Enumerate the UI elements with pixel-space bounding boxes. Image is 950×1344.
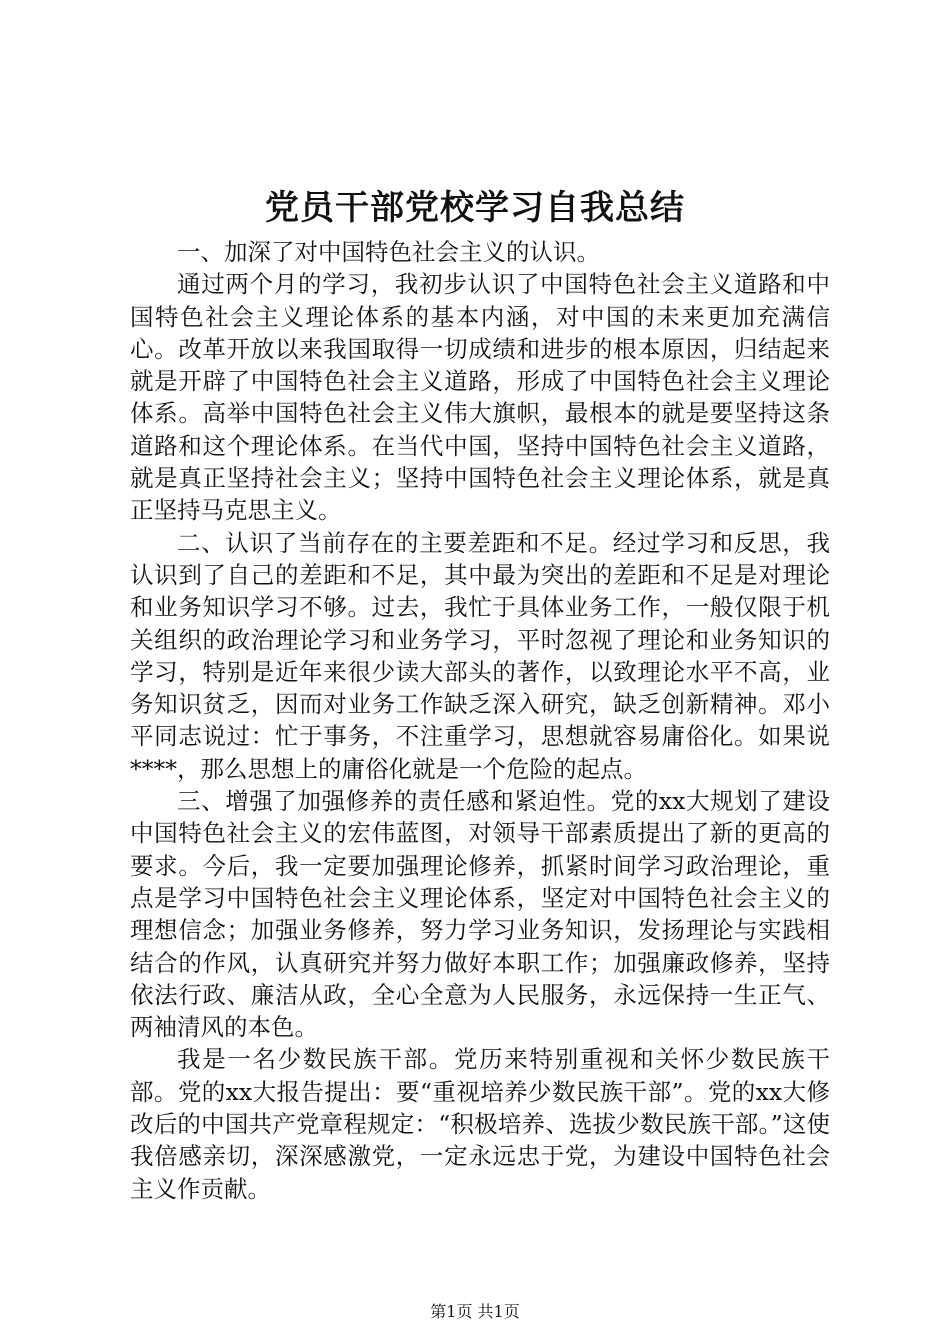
document-body [130,236,830,1205]
paragraph-2: 二、认识了当前存在的主要差距和不足。经过学习和反思，我认识到了自己的差距和不足，其中最为突出的差距和不足是对理论和业务知识学习不够。过去，我忙于具体业务工作，一般仅限于机关组织的政治理论学习和业务学习，平时忽视了理论和业务知识的学习，特别是近年来很少读大部头的著作，以致理论水平不高，业务知识贫乏，因而对业务工作缺乏深入研究，缺乏创新精神。邓小平同志说过：忙于事务，不注重学习，思想就容易庸俗化。如果说****，那么思想上的庸俗化就是一个危险的起点。 [130,528,830,783]
page-number-footer: 第1页 共1页 [430,1302,520,1321]
paragraph-4: 我是一名少数民族干部。党历来特别重视和关怀少数民族干部。党的xx大报告提出：要“重视培养少数民族干部”。党的xx大修改后的中国共产党章程规定：“积极培养、选拔少数民族干部。”这使我倍感亲切，深深感激党，一定永远忠于党，为建设中国特色社会主义作贡献。 [130,1045,830,1203]
section-heading-1: 一、加深了对中国特色社会主义的认识。 [177,238,600,266]
document-title: 党员干部党校学习自我总结 [265,188,685,228]
paragraph-1: 通过两个月的学习，我初步认识了中国特色社会主义道路和中国特色社会主义理论体系的基本内涵，对中国的未来更加充满信心。改革开放以来我国取得一切成绩和进步的根本原因，归结起来就是开辟了中国特色社会主义道路，形成了中国特色社会主义理论体系。高举中国特色社会主义伟大旗帜，最根本的就是要坚持这条道路和这个理论体系。在当代中国，坚持中国特色社会主义道路，就是真正坚持社会主义；坚持中国特色社会主义理论体系，就是真正坚持马克思主义。 [130,270,830,525]
paragraph-3: 三、增强了加强修养的责任感和紧迫性。党的xx大规划了建设中国特色社会主义的宏伟蓝图，对领导干部素质提出了新的更高的要求。今后，我一定要加强理论修养，抓紧时间学习政治理论，重点是学习中国特色社会主义理论体系，坚定对中国特色社会主义的理想信念；加强业务修养，努力学习业务知识，发扬理论与实践相结合的作风，认真研究并努力做好本职工作；加强廉政修养，坚持依法行政、廉洁从政，全心全意为人民服务，永远保持一生正气、两袖清风的本色。 [130,787,830,1042]
